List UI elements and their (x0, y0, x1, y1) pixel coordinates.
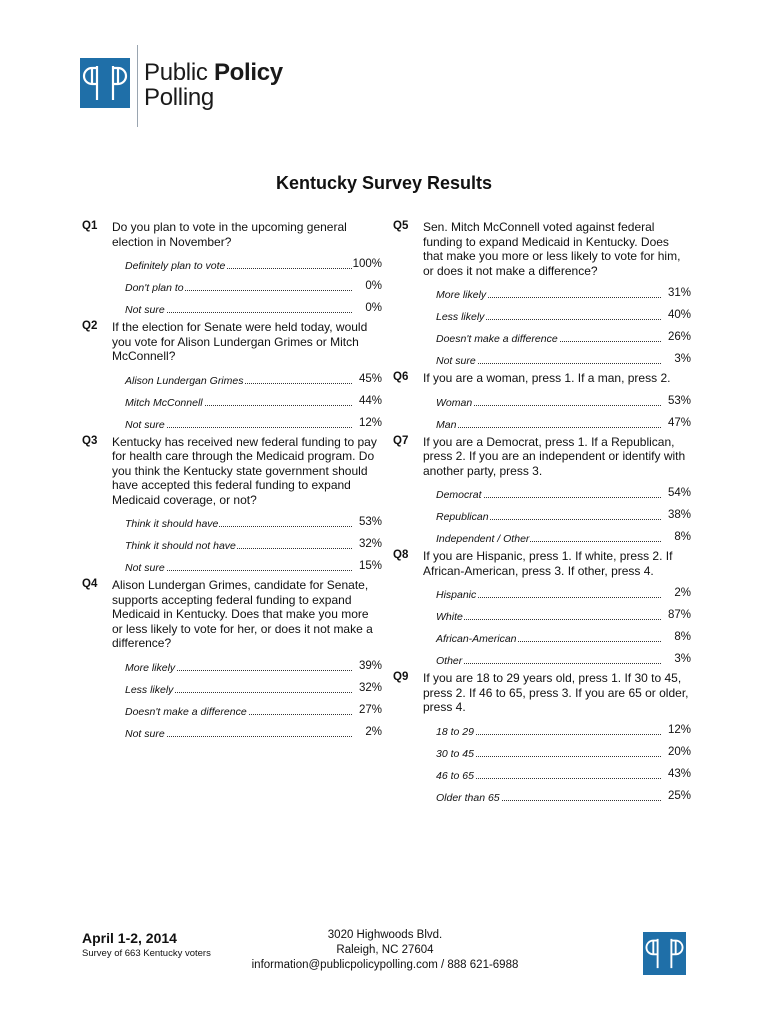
answer-row (436, 761, 691, 783)
answer-percent: 53% (358, 516, 382, 528)
answer-percent: 43% (667, 767, 691, 780)
answer-list (82, 251, 382, 317)
answer-percent: 40% (667, 309, 691, 321)
question-number: Q1 (82, 220, 98, 232)
answer-row (436, 624, 691, 646)
answer-percent: 15% (358, 560, 382, 572)
answer-row (436, 280, 691, 302)
answer-percent: 12% (358, 416, 382, 429)
answer-label: African-American (436, 633, 517, 645)
answer-label: 30 to 45 (436, 747, 474, 760)
question-text: If you are Hispanic, press 1. If white, press 2. If African-American, press 3. If other, press 4. (423, 549, 673, 578)
question-number: Q7 (393, 434, 409, 447)
footer-date: April 1-2, 2014 (82, 930, 177, 946)
answer-percent: 32% (358, 538, 382, 550)
answer-label: Think it should have (125, 518, 219, 530)
answer-percent: 44% (358, 394, 382, 407)
answer-list (393, 717, 691, 805)
question-block (82, 435, 382, 576)
question-block (393, 371, 691, 432)
answer-row (125, 388, 382, 410)
answer-row (125, 675, 382, 697)
question-number: Q2 (82, 320, 98, 332)
address-street: 3020 Highwoods Blvd. (327, 929, 443, 941)
address-city: Raleigh, NC 27604 (336, 944, 434, 956)
answer-list (393, 480, 691, 546)
footer-survey-info: Survey of 663 Kentucky voters (82, 948, 211, 959)
answer-row (436, 717, 691, 739)
leader-dots (436, 663, 661, 664)
question-number: Q4 (82, 578, 98, 590)
answer-row (436, 346, 691, 368)
answer-label: More likely (436, 289, 487, 301)
answer-row (125, 273, 382, 295)
answer-row (436, 646, 691, 668)
answer-list (82, 509, 382, 575)
answer-label: Not sure (436, 355, 476, 367)
question-text: Alison Lundergan Grimes, candidate for Senate, supports accepting federal funding to expand Medicaid in Kentucky. Does that make you more or less likely to vote for her, or does it not make a difference? (112, 578, 373, 650)
question-text: If you are 18 to 29 years old, press 1. If 30 to 45, press 2. If 46 to 65, press 3. If you are 65 or older, press 4. (423, 671, 689, 714)
answer-row (125, 531, 382, 553)
answer-row (436, 502, 691, 524)
answer-percent: 0% (365, 280, 382, 292)
question-block (82, 578, 382, 741)
question-number: Q9 (393, 671, 409, 683)
answer-list (82, 366, 382, 432)
answer-row (125, 410, 382, 432)
answer-percent: 31% (667, 287, 691, 299)
answer-percent: 87% (667, 609, 691, 621)
question-text: If you are a Democrat, press 1. If a Republican, press 2. If you are an independent or identify with another party, press 3. (423, 434, 686, 478)
right-column (393, 220, 691, 808)
question-text: Do you plan to vote in the upcoming general election in November? (112, 220, 347, 249)
logo-divider (137, 45, 138, 127)
answer-row (125, 366, 382, 388)
answer-row (436, 324, 691, 346)
answer-label: Not sure (125, 418, 165, 431)
answer-list (393, 388, 691, 432)
answer-row (125, 251, 382, 273)
answer-list (393, 280, 691, 368)
answer-percent: 8% (674, 631, 691, 643)
footer-address (200, 928, 570, 973)
answer-row (436, 580, 691, 602)
question-text: If the election for Senate were held today, would you vote for Alison Lundergan Grimes or Mitch McConnell? (112, 320, 368, 363)
answer-label: Less likely (436, 311, 485, 323)
answer-row (436, 388, 691, 410)
question-text: If you are a woman, press 1. If a man, press 2. (423, 371, 671, 385)
answer-label: Independent / Other (436, 533, 530, 545)
leader-dots (436, 619, 661, 620)
answer-percent: 2% (365, 725, 382, 738)
question-block (393, 671, 691, 805)
answer-label: Man (436, 418, 457, 431)
answer-percent: 100% (352, 258, 382, 270)
answer-percent: 47% (667, 416, 691, 429)
answer-label: Think it should not have (125, 540, 236, 552)
answer-label: Doesn't make a difference (436, 333, 558, 345)
answer-percent: 20% (667, 745, 691, 758)
answer-row (125, 653, 382, 675)
answer-percent: 26% (667, 331, 691, 343)
question-number: Q8 (393, 549, 409, 561)
answer-percent: 38% (667, 509, 691, 521)
answer-percent: 3% (674, 653, 691, 665)
answer-row (436, 302, 691, 324)
answer-label: 46 to 65 (436, 769, 474, 782)
answer-percent: 54% (667, 487, 691, 499)
question-number: Q5 (393, 220, 409, 232)
answer-row (436, 739, 691, 761)
answer-label: Hispanic (436, 589, 477, 601)
answer-row (125, 509, 382, 531)
question-number: Q3 (82, 434, 98, 447)
answer-row (436, 410, 691, 432)
answer-label: White (436, 611, 463, 623)
ppp-logo-mark (80, 58, 130, 108)
answer-row (436, 783, 691, 805)
answer-label: Older than 65 (436, 791, 500, 804)
answer-percent: 8% (674, 531, 691, 543)
page-title: Kentucky Survey Results (275, 173, 493, 193)
answer-label: Other (436, 655, 463, 667)
answer-percent: 39% (358, 659, 382, 672)
answer-label: Less likely (125, 683, 174, 696)
answer-label: Doesn't make a difference (125, 705, 247, 718)
answer-row (125, 553, 382, 575)
answer-percent: 12% (667, 723, 691, 736)
answer-label: Don't plan to (125, 282, 184, 294)
answer-label: Democrat (436, 489, 482, 501)
question-block (393, 220, 691, 368)
answer-label: 18 to 29 (436, 725, 474, 738)
answer-percent: 27% (358, 703, 382, 716)
answer-percent: 32% (358, 681, 382, 694)
answer-label: Woman (436, 396, 473, 409)
answer-row (436, 524, 691, 546)
leader-dots (436, 427, 661, 428)
answer-row (125, 719, 382, 741)
question-block (393, 435, 691, 547)
answer-label: More likely (125, 661, 176, 674)
logo-wordmark: Public Policy Polling (144, 59, 283, 111)
answer-row (436, 480, 691, 502)
question-block (393, 549, 691, 668)
answer-label: Not sure (125, 304, 165, 316)
answer-row (125, 295, 382, 317)
answer-percent: 45% (358, 372, 382, 385)
address-contact: information@publicpolicypolling.com / 888 621-6988 (251, 959, 519, 971)
question-number: Q6 (393, 371, 409, 383)
answer-label: Republican (436, 511, 489, 523)
answer-list (393, 580, 691, 668)
answer-list (82, 653, 382, 741)
answer-row (436, 602, 691, 624)
answer-percent: 3% (674, 353, 691, 365)
answer-label: Alison Lundergan Grimes (125, 374, 244, 387)
answer-label: Mitch McConnell (125, 396, 203, 409)
left-column (82, 220, 382, 744)
answer-label: Definitely plan to vote (125, 260, 226, 272)
question-block (82, 220, 382, 317)
question-text: Kentucky has received new federal funding to pay for health care through the Medicaid program. Do you think the Kentucky state government should have accepted this federal funding to expand Medicaid coverage, or not? (112, 434, 377, 507)
answer-label: Not sure (125, 562, 165, 574)
answer-row (125, 697, 382, 719)
answer-percent: 53% (667, 394, 691, 407)
answer-percent: 0% (365, 302, 382, 314)
answer-percent: 2% (674, 587, 691, 599)
question-block (82, 320, 382, 432)
answer-label: Not sure (125, 727, 165, 740)
footer-logo-mark (643, 932, 686, 975)
question-text: Sen. Mitch McConnell voted against federal funding to expand Medicaid in Kentucky. Does that make you more or less likely to vote for him, or does it not make a difference? (423, 220, 681, 278)
answer-percent: 25% (667, 789, 691, 802)
